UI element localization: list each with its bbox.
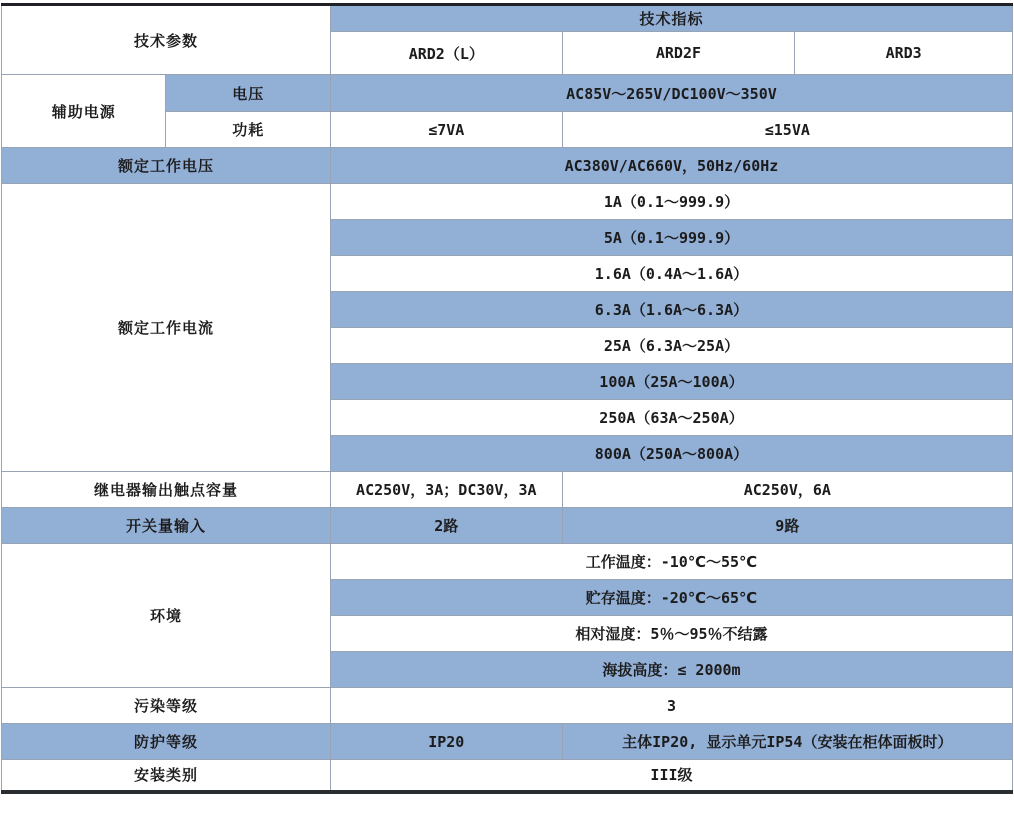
cell-aux-power-label: 辅助电源 — [2, 75, 166, 148]
cell-current-row: 25A（6.3A～25A） — [330, 328, 1012, 364]
cell-current-row: 100A（25A～100A） — [330, 364, 1012, 400]
cell-relay-output-ard2: AC250V，3A；DC30V，3A — [330, 472, 562, 508]
cell-voltage-value: AC85V～265V/DC100V～350V — [330, 75, 1012, 112]
cell-current-row: 6.3A（1.6A～6.3A） — [330, 292, 1012, 328]
cell-switch-input-ard2: 2路 — [330, 508, 562, 544]
cell-switch-input-other: 9路 — [562, 508, 1012, 544]
cell-protection-other: 主体IP20, 显示单元IP54（安装在柜体面板时） — [562, 724, 1012, 760]
cell-rated-voltage-label: 额定工作电压 — [2, 148, 331, 184]
cell-model-ard2f: ARD2F — [562, 32, 795, 75]
cell-environment-row: 海拔高度：≤ 2000m — [330, 652, 1012, 688]
cell-installation-label: 安装类别 — [2, 760, 331, 792]
cell-rated-current-label: 额定工作电流 — [2, 184, 331, 472]
cell-pollution-label: 污染等级 — [2, 688, 331, 724]
spec-table-container — [1, 3, 1013, 794]
cell-voltage-label: 电压 — [166, 75, 330, 112]
cell-relay-output-other: AC250V，6A — [562, 472, 1012, 508]
cell-tech-param-header: 技术参数 — [2, 5, 331, 75]
cell-installation-value: III级 — [330, 760, 1012, 792]
cell-environment-row: 贮存温度：-20℃～65℃ — [330, 580, 1012, 616]
cell-environment-row: 相对湿度：5％～95％不结露 — [330, 616, 1012, 652]
cell-switch-input-label: 开关量输入 — [2, 508, 331, 544]
cell-model-ard3: ARD3 — [795, 32, 1013, 75]
cell-environment-label: 环境 — [2, 544, 331, 688]
cell-tech-spec-header: 技术指标 — [330, 5, 1012, 32]
cell-relay-output-label: 继电器输出触点容量 — [2, 472, 331, 508]
cell-power-other: ≤15VA — [562, 112, 1012, 148]
cell-power-ard2: ≤7VA — [330, 112, 562, 148]
cell-rated-voltage-value: AC380V/AC660V，50Hz/60Hz — [330, 148, 1012, 184]
cell-pollution-value: 3 — [330, 688, 1012, 724]
cell-current-row: 5A（0.1～999.9） — [330, 220, 1012, 256]
cell-protection-ard2: IP20 — [330, 724, 562, 760]
cell-model-ard2l: ARD2（L） — [330, 32, 562, 75]
cell-current-row: 250A（63A～250A） — [330, 400, 1012, 436]
cell-environment-row: 工作温度：-10℃～55℃ — [330, 544, 1012, 580]
spec-table — [1, 3, 1013, 794]
cell-current-row: 1.6A（0.4A～1.6A） — [330, 256, 1012, 292]
cell-current-row: 1A（0.1～999.9） — [330, 184, 1012, 220]
cell-current-row: 800A（250A～800A） — [330, 436, 1012, 472]
cell-power-label: 功耗 — [166, 112, 330, 148]
cell-protection-label: 防护等级 — [2, 724, 331, 760]
